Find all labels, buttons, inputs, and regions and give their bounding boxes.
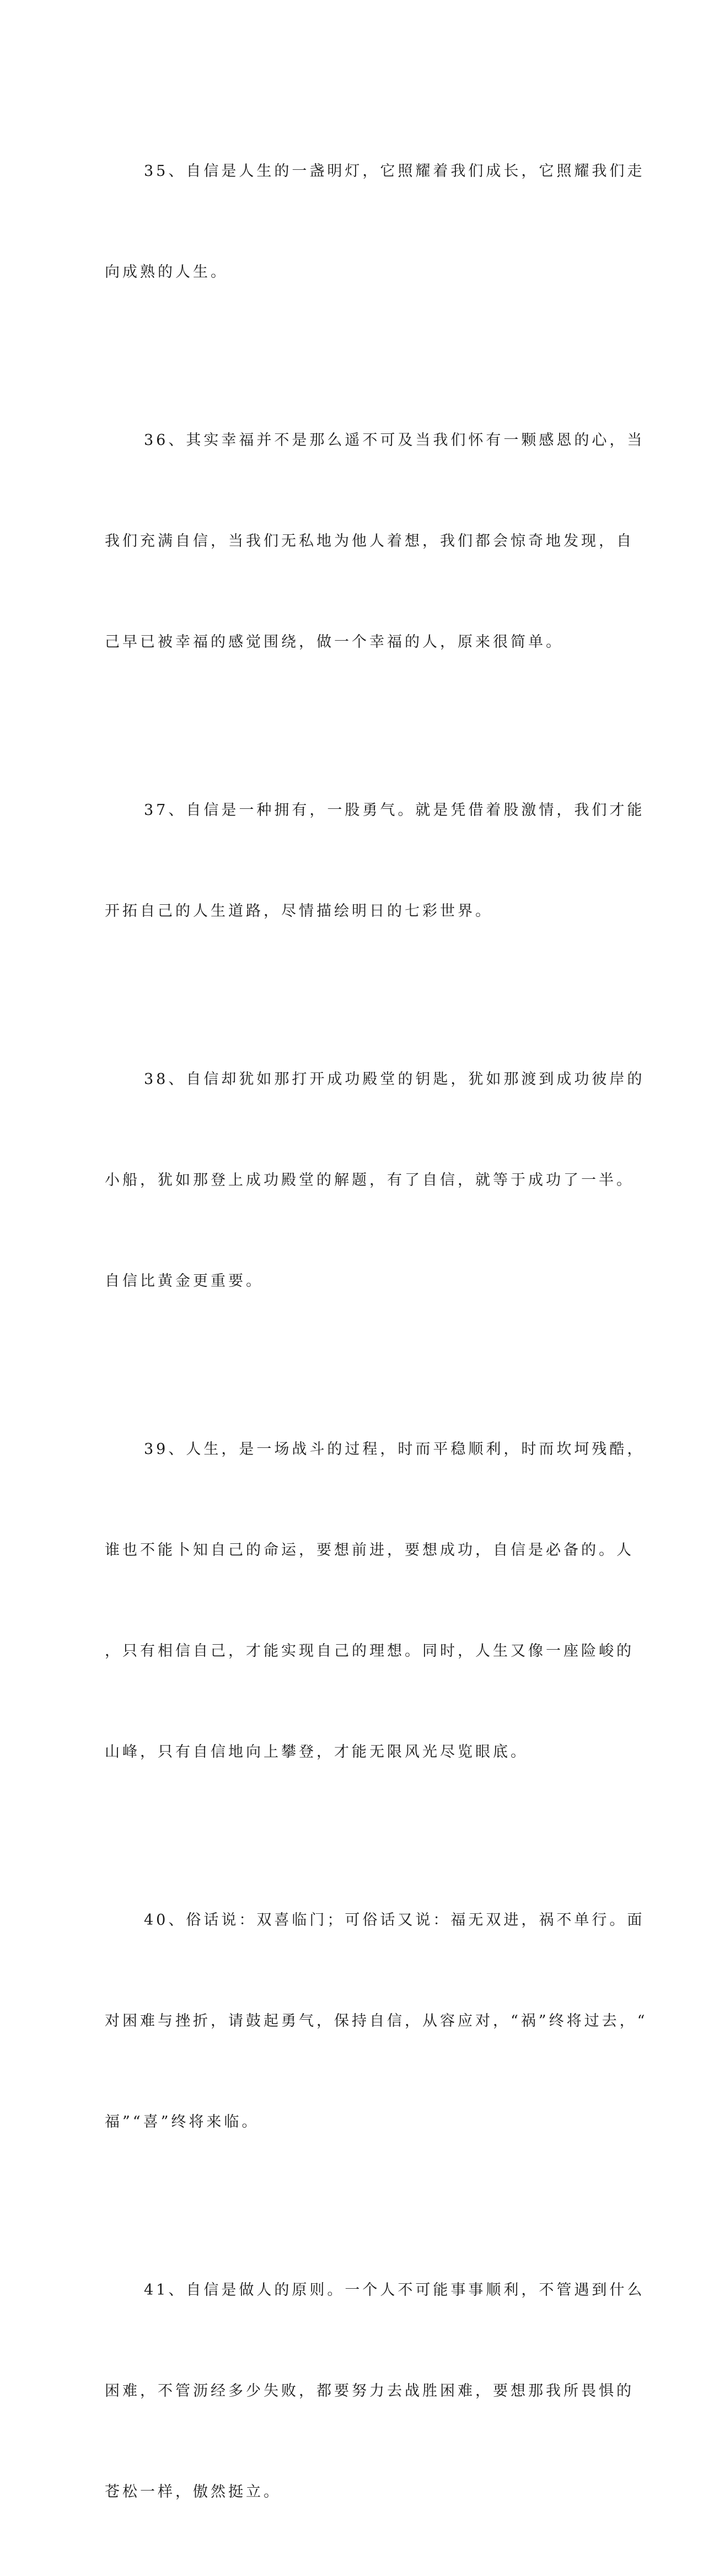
paragraph-line: 困难，不管沥经多少失败，都要努力去战胜困难，要想那我所畏惧的 xyxy=(105,2382,634,2400)
paragraph-40 xyxy=(105,1836,648,2206)
paragraph-35 xyxy=(105,87,645,356)
paragraph-line: 小船，犹如那登上成功殿堂的解题，有了自信，就等于成功了一半。 xyxy=(105,1172,634,1189)
paragraph-37 xyxy=(105,726,645,995)
paragraph-line: 对困难与挫折，请鼓起勇气，保持自信，从容应对，“祸”终将过去，“ xyxy=(105,2012,648,2030)
paragraph-line: 39、人生，是一场战斗的过程，时而平稳顺利，时而坎坷残酷， xyxy=(144,1441,645,1458)
paragraph-line: 35、自信是人生的一盏明灯，它照耀着我们成长，它照耀我们走 xyxy=(144,163,645,180)
paragraph-line: 37、自信是一种拥有，一股勇气。就是凭借着股激情，我们才能 xyxy=(144,802,645,819)
paragraph-41 xyxy=(105,2206,645,2576)
paragraph-39 xyxy=(105,1365,645,1836)
paragraph-line: 谁也不能卜知自己的命运，要想前进，要想成功，自信是必备的。人 xyxy=(105,1542,634,1559)
paragraph-line: 41、自信是做人的原则。一个人不可能事事顺利，不管遇到什么 xyxy=(144,2282,645,2299)
paragraph-38 xyxy=(105,995,645,1365)
paragraph-line: 40、俗话说：双喜临门；可俗话又说：福无双进，祸不单行。面 xyxy=(144,1912,645,1929)
paragraph-line: 福”“喜”终将来临。 xyxy=(105,2113,260,2130)
paragraph-line: 向成熟的人生。 xyxy=(105,264,228,281)
paragraph-36 xyxy=(105,356,645,726)
paragraph-line: 开拓自己的人生道路，尽情描绘明日的七彩世界。 xyxy=(105,903,493,920)
paragraph-line: 我们充满自信，当我们无私地为他人着想，我们都会惊奇地发现，自 xyxy=(105,533,634,550)
paragraph-line: 36、其实幸福并不是那么遥不可及当我们怀有一颗感恩的心，当 xyxy=(144,432,645,449)
paragraph-line: ，只有相信自己，才能实现自己的理想。同时，人生又像一座险峻的 xyxy=(105,1643,634,1660)
paragraph-line: 自信比黄金更重要。 xyxy=(105,1273,264,1290)
paragraph-line: 山峰，只有自信地向上攀登，才能无限风光尽览眼底。 xyxy=(105,1743,528,1761)
paragraph-line: 38、自信却犹如那打开成功殿堂的钥匙，犹如那渡到成功彼岸的 xyxy=(144,1071,645,1088)
paragraph-line: 己早已被幸福的感觉围绕，做一个幸福的人，原来很简单。 xyxy=(105,634,564,651)
paragraph-line: 苍松一样，傲然挺立。 xyxy=(105,2483,281,2500)
document-body xyxy=(105,87,648,2576)
